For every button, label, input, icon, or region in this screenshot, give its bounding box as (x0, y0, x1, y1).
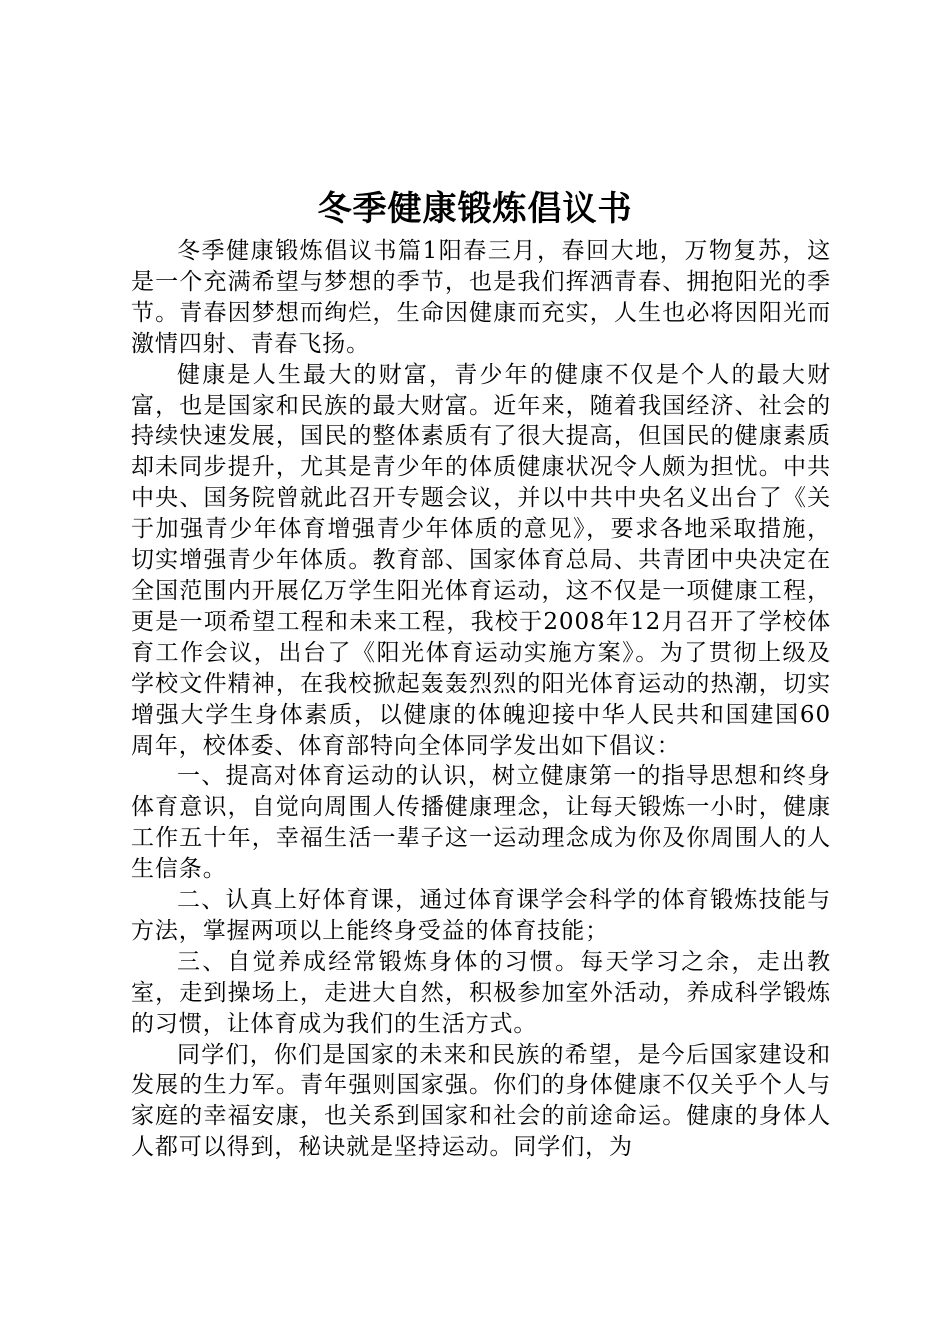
paragraph-intro: 冬季健康锻炼倡议书篇1阳春三月，春回大地，万物复苏，这是一个充满希望与梦想的季节，也是我们挥洒青春、拥抱阳光的季节。青春因梦想而绚烂，生命因健康而充实，人生也必将因阳光而激情四射、青春飞扬。 (131, 238, 831, 357)
document-title: 冬季健康锻炼倡议书 (317, 189, 633, 229)
paragraph-proposal-two: 二、认真上好体育课，通过体育课学会科学的体育锻炼技能与方法，掌握两项以上能终身受益的体育技能； (131, 887, 831, 944)
paragraph-proposal-one: 一、提高对体育运动的认识，树立健康第一的指导思想和终身体育意识，自觉向周围人传播健康理念，让每天锻炼一小时，健康工作五十年，幸福生活一辈子这一运动理念成为你及你周围人的人生信条。 (131, 763, 831, 883)
paragraph-appeal: 同学们，你们是国家的未来和民族的希望，是今后国家建设和发展的生力军。青年强则国家强。你们的身体健康不仅关乎个人与家庭的幸福安康，也关系到国家和社会的前途命运。健康的身体人人都可以得到，秘诀就是坚持运动。同学们，为 (131, 1041, 831, 1161)
paragraph-proposal-three: 三、自觉养成经常锻炼身体的习惯。每天学习之余，走出教室，走到操场上，走进大自然，积极参加室外活动，养成科学锻炼的习惯，让体育成为我们的生活方式。 (131, 948, 831, 1037)
paragraph-health-wealth: 健康是人生最大的财富，青少年的健康不仅是个人的最大财富，也是国家和民族的最大财富。近年来，随着我国经济、社会的持续快速发展，国民的整体素质有了很大提高，但国民的健康素质却未同步提升，尤其是青少年的体质健康状况令人颇为担忧。中共中央、国务院曾就此召开专题会议，并以中共中央名义出台了《关于加强青少年体育增强青少年体质的意见》，要求各地采取措施，切实增强青少年体质。教育部、国家体育总局、共青团中央决定在全国范围内开展亿万学生阳光体育运动，这不仅是一项健康工程，更是一项希望工程和未来工程，我校于2008年12月召开了学校体育工作会议，出台了《阳光体育运动实施方案》。为了贯彻上级及学校文件精神，在我校掀起轰轰烈烈的阳光体育运动的热潮，切实增强大学生身体素质，以健康的体魄迎接中华人民共和国建国60周年，校体委、体育部特向全体同学发出如下倡议： (131, 361, 831, 759)
document-body (131, 236, 831, 1163)
